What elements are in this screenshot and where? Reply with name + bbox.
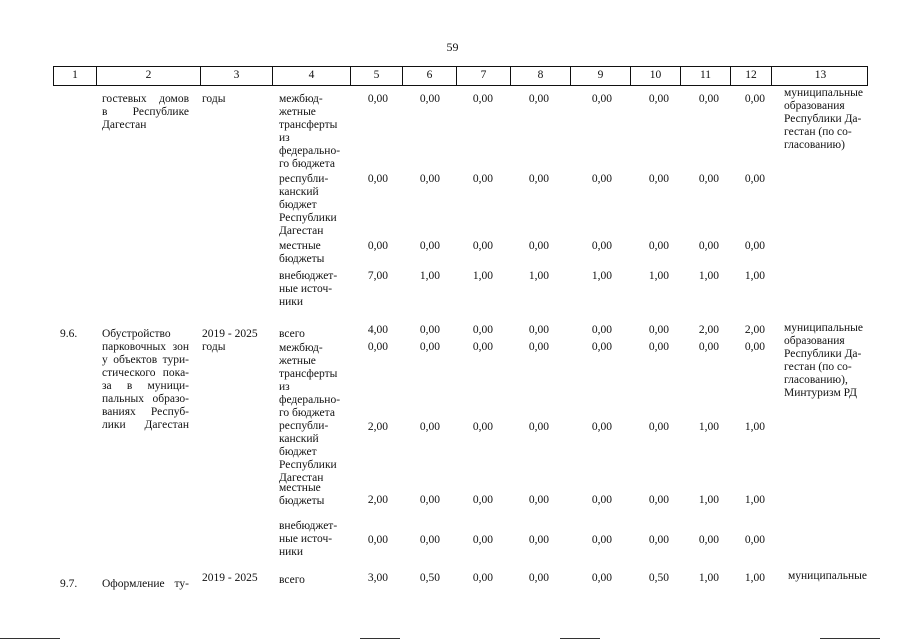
header-col-11: 11 [681,67,731,85]
value-col-11: 1,00 [698,270,719,282]
value-col-5: 0,00 [367,173,388,185]
executor-line: гестан (по со- [784,361,852,373]
item-name-line: Оформление ту- [102,578,189,590]
value-col-10: 0,00 [648,240,669,252]
executor-line: Минтуризм РД [784,387,857,399]
item-period: 2019 - 2025 [202,572,258,584]
value-col-7: 0,00 [472,240,493,252]
value-col-7: 0,00 [472,324,493,336]
value-col-8: 1,00 [528,270,549,282]
funding-source-line: трансферты [279,119,338,131]
value-col-10: 0,00 [648,324,669,336]
value-col-5: 3,00 [367,572,388,584]
executor-line: муниципальные [784,322,863,334]
item-period: годы [202,341,226,353]
header-col-4: 4 [273,67,351,85]
funding-source-line: бюджеты [279,495,325,507]
executor-line: образования [784,335,845,347]
funding-source-line: межбюд- [279,93,323,105]
funding-source-line: из [279,132,290,144]
value-col-6: 0,00 [419,421,440,433]
funding-source-line: жетные [279,355,316,367]
funding-source-line: ники [279,546,304,558]
value-col-8: 0,00 [528,534,549,546]
value-col-10: 1,00 [648,270,669,282]
value-col-8: 0,00 [528,173,549,185]
item-name-line: Дагестан [102,119,147,131]
value-col-9: 0,00 [591,341,612,353]
value-col-11: 2,00 [698,324,719,336]
value-col-12: 0,00 [744,240,765,252]
value-col-12: 0,00 [744,173,765,185]
value-col-12: 2,00 [744,324,765,336]
value-col-8: 0,00 [528,93,549,105]
item-name-line: за в муници- [102,380,189,392]
funding-source-line: го бюджета [279,158,335,170]
table-header-row [53,66,868,86]
header-col-7: 7 [457,67,511,85]
funding-source-line: трансферты [279,368,338,380]
value-col-8: 0,00 [528,341,549,353]
funding-source-line: республи- [279,173,329,185]
value-col-9: 0,00 [591,534,612,546]
item-number: 9.7. [60,578,78,590]
value-col-12: 0,00 [744,341,765,353]
value-col-7: 0,00 [472,93,493,105]
funding-source-line: бюджеты [279,253,325,265]
funding-source-line: местные [279,240,321,252]
funding-source-line: ники [279,296,304,308]
value-col-6: 0,00 [419,341,440,353]
value-col-11: 0,00 [698,93,719,105]
header-col-12: 12 [731,67,772,85]
value-col-6: 0,00 [419,240,440,252]
value-col-10: 0,00 [648,341,669,353]
funding-source-line: всего [279,574,305,586]
header-col-10: 10 [631,67,681,85]
header-col-9: 9 [571,67,631,85]
value-col-9: 0,00 [591,494,612,506]
value-col-9: 0,00 [591,421,612,433]
value-col-9: 0,00 [591,572,612,584]
executor-line: муниципальные [788,570,867,582]
funding-source-line: из [279,381,290,393]
funding-source-line: ные источ- [279,283,333,295]
item-name-line: лики Дагестан [102,419,189,431]
value-col-11: 1,00 [698,494,719,506]
item-name-line: парковочных зон [102,341,189,353]
value-col-6: 0,00 [419,324,440,336]
value-col-5: 0,00 [367,93,388,105]
header-col-3: 3 [201,67,273,85]
value-col-5: 0,00 [367,240,388,252]
executor-line: муниципальные [784,87,863,99]
value-col-7: 0,00 [472,572,493,584]
item-name-line: стического пока- [102,367,189,379]
value-col-12: 1,00 [744,494,765,506]
item-name-line: пальных образо- [102,393,189,405]
value-col-10: 0,00 [648,421,669,433]
value-col-10: 0,00 [648,93,669,105]
value-col-8: 0,00 [528,421,549,433]
value-col-6: 1,00 [419,270,440,282]
value-col-11: 0,00 [698,341,719,353]
value-col-11: 0,00 [698,240,719,252]
item-name-line: ваниях Респуб- [102,406,189,418]
funding-source-line: внебюджет- [279,520,338,532]
value-col-9: 0,00 [591,173,612,185]
value-col-5: 2,00 [367,421,388,433]
value-col-11: 0,00 [698,534,719,546]
executor-line: Республики Да- [784,348,862,360]
value-col-11: 1,00 [698,572,719,584]
header-col-1: 1 [54,67,97,85]
executor-line: гласованию) [784,139,845,151]
header-col-6: 6 [403,67,457,85]
value-col-6: 0,50 [419,572,440,584]
value-col-10: 0,00 [648,534,669,546]
page-number: 59 [446,40,459,54]
funding-source-line: канский [279,186,319,198]
funding-source-line: внебюджет- [279,270,338,282]
scan-edge-mark [820,638,880,639]
funding-source-line: Дагестан [279,472,324,484]
item-name-line: у объектов тури- [102,354,189,366]
value-col-7: 1,00 [472,270,493,282]
funding-source-line: всего [279,328,305,340]
value-col-6: 0,00 [419,173,440,185]
value-col-6: 0,00 [419,494,440,506]
funding-source-line: Республики [279,459,337,471]
value-col-8: 0,00 [528,494,549,506]
value-col-8: 0,00 [528,324,549,336]
funding-source-line: ные источ- [279,533,333,545]
value-col-7: 0,00 [472,421,493,433]
header-col-8: 8 [511,67,571,85]
value-col-12: 1,00 [744,270,765,282]
item-number: 9.6. [60,328,78,340]
item-period: 2019 - 2025 [202,328,258,340]
item-name-line: в Республике [102,106,189,118]
value-col-8: 0,00 [528,240,549,252]
executor-line: гласованию), [784,374,848,386]
value-col-7: 0,00 [472,534,493,546]
value-col-10: 0,50 [648,572,669,584]
value-col-7: 0,00 [472,341,493,353]
item-name-line: Обустройство [102,328,171,340]
scan-edge-mark [0,638,60,639]
item-period: годы [202,93,226,105]
value-col-5: 0,00 [367,341,388,353]
value-col-5: 4,00 [367,324,388,336]
value-col-10: 0,00 [648,494,669,506]
funding-source-line: канский [279,433,319,445]
value-col-5: 2,00 [367,494,388,506]
funding-source-line: межбюд- [279,342,323,354]
value-col-5: 0,00 [367,534,388,546]
value-col-12: 0,00 [744,93,765,105]
value-col-11: 1,00 [698,421,719,433]
funding-source-line: жетные [279,106,316,118]
value-col-6: 0,00 [419,93,440,105]
value-col-9: 0,00 [591,93,612,105]
scan-edge-mark [360,638,400,639]
funding-source-line: го бюджета [279,407,335,419]
value-col-7: 0,00 [472,173,493,185]
value-col-11: 0,00 [698,173,719,185]
executor-line: Республики Да- [784,113,862,125]
value-col-10: 0,00 [648,173,669,185]
funding-source-line: бюджет [279,446,317,458]
value-col-7: 0,00 [472,494,493,506]
funding-source-line: местные [279,482,321,494]
value-col-6: 0,00 [419,534,440,546]
header-col-2: 2 [97,67,201,85]
value-col-9: 1,00 [591,270,612,282]
executor-line: образования [784,100,845,112]
item-name-line: гостевых домов [102,93,189,105]
value-col-5: 7,00 [367,270,388,282]
value-col-12: 0,00 [744,534,765,546]
value-col-9: 0,00 [591,324,612,336]
header-col-13: 13 [814,69,827,81]
value-col-12: 1,00 [744,572,765,584]
funding-source-line: Дагестан [279,225,324,237]
value-col-12: 1,00 [744,421,765,433]
executor-line: гестан (по со- [784,126,852,138]
value-col-9: 0,00 [591,240,612,252]
funding-source-line: федерально- [279,145,341,157]
value-col-8: 0,00 [528,572,549,584]
funding-source-line: Республики [279,212,337,224]
header-col-5: 5 [351,67,403,85]
scan-edge-mark [560,638,600,639]
funding-source-line: бюджет [279,199,317,211]
funding-source-line: республи- [279,420,329,432]
funding-source-line: федерально- [279,394,341,406]
